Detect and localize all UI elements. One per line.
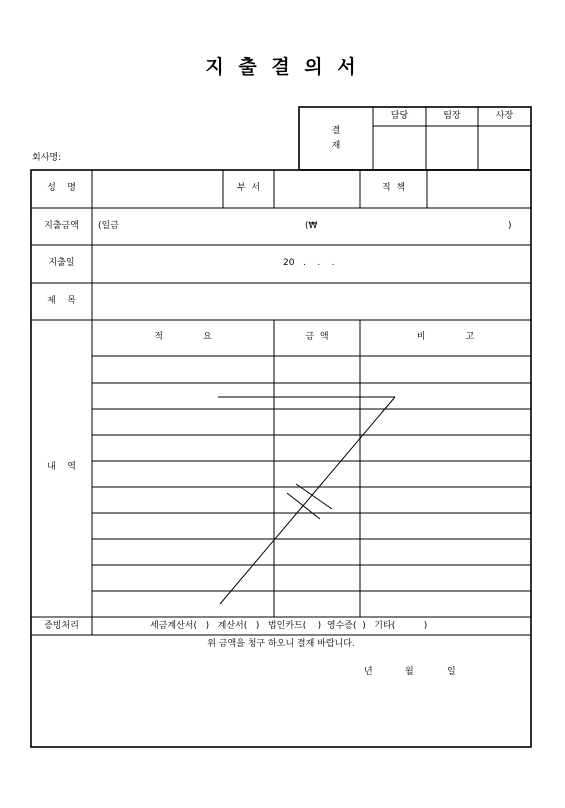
dept-field[interactable] — [274, 170, 360, 208]
details-col-summary: 적 요 — [154, 332, 212, 342]
date-label: 지출일 — [48, 258, 75, 268]
approval-col-staff: 담당 — [390, 111, 409, 121]
approval-label-bottom: 재 — [331, 141, 341, 151]
company-label: 회사명: — [32, 153, 62, 163]
footer-month: 월 — [405, 667, 414, 677]
footer-day: 일 — [447, 667, 456, 677]
approval-sign-staff[interactable] — [373, 126, 426, 170]
dept-label: 부 서 — [236, 183, 261, 193]
request-text: 위 금액을 청구 하오니 결재 바랍니다. — [207, 639, 355, 649]
details-col-amount: 금 액 — [305, 332, 329, 342]
approval-col-president: 사장 — [495, 111, 514, 121]
name-field[interactable] — [92, 170, 223, 208]
approval-label-top: 결 — [331, 126, 341, 136]
proof-label: 증빙처리 — [44, 621, 79, 631]
amount-label: 지출금액 — [44, 221, 79, 231]
name-label: 성 명 — [47, 183, 76, 193]
details-section-label: 내 역 — [47, 462, 76, 472]
footer-year: 년 — [364, 667, 373, 677]
amount-won: (₩ — [305, 221, 318, 231]
amount-close: ) — [508, 221, 512, 231]
document-title: 지 출 결 의 서 — [205, 56, 360, 78]
amount-prefix: (일금 — [98, 221, 119, 231]
date-value[interactable]: 20 . . . — [283, 258, 335, 268]
position-label: 직 책 — [381, 183, 406, 193]
details-col-remarks: 비 고 — [416, 332, 475, 342]
proof-options[interactable]: 세금계산서( ) 계산서( ) 법인카드( ) 영수증( ) 기타( ) — [150, 621, 428, 631]
subject-field[interactable] — [92, 283, 531, 320]
approval-col-team-lead: 팀장 — [443, 111, 461, 121]
position-field[interactable] — [427, 170, 531, 208]
subject-label: 제 목 — [47, 296, 76, 306]
approval-sign-team-lead[interactable] — [426, 126, 478, 170]
approval-sign-president[interactable] — [478, 126, 531, 170]
